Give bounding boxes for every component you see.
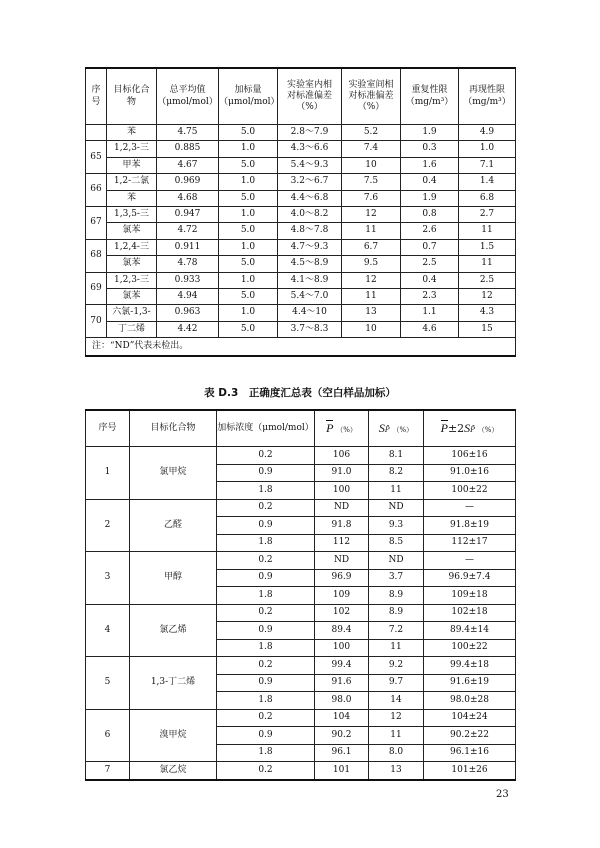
cell-mean: 0.911: [157, 239, 219, 255]
cell-repeatability: 1.6: [401, 157, 459, 173]
cell-compound: 苯: [107, 125, 157, 141]
cell-repeatability: 4.6: [401, 321, 459, 337]
p-unit: （%）: [336, 425, 357, 434]
cell-reproducibility: 7.1: [459, 157, 516, 173]
cell-repeatability: 2.3: [401, 288, 459, 304]
cell-std-dev: 9.3: [369, 517, 424, 535]
cell-mean: 4.94: [157, 288, 219, 304]
cell-compound: 甲醇: [130, 552, 217, 605]
cell-compound: 丁二烯: [107, 321, 157, 337]
cell-spike: 1.0: [219, 239, 278, 255]
cell-concentration: 0.9: [217, 622, 315, 640]
cell-reproducibility: 1.5: [459, 239, 516, 255]
cell-concentration: 0.9: [217, 674, 315, 692]
s-symbol: S: [378, 420, 385, 435]
cell-mean: 4.78: [157, 256, 219, 272]
cell-rsd-within: 5.4～9.3: [278, 157, 342, 173]
cell-compound: 1,2-二氯: [107, 174, 157, 190]
table-row: [86, 604, 516, 622]
cell-range: 101±26: [424, 762, 516, 780]
cell-compound: 1,3,5-三: [107, 206, 157, 222]
cell-concentration: 1.8: [217, 639, 315, 657]
cell-reproducibility: 11: [459, 223, 516, 239]
cell-reproducibility: 2.5: [459, 272, 516, 288]
cell-spike: 1.0: [219, 206, 278, 222]
cell-concentration: 1.8: [217, 744, 315, 762]
cell-compound: 1,2,3-三: [107, 272, 157, 288]
cell-mean-recovery: 100: [315, 639, 369, 657]
cell-std-dev: ND: [369, 499, 424, 517]
cell-rsd-within: 4.0～8.2: [278, 206, 342, 222]
cell-range: 98.0±28: [424, 692, 516, 710]
cell-rsd-within: 2.8～7.9: [278, 125, 342, 141]
header-mean: 总平均值 （μmol/mol）: [157, 68, 219, 125]
cell-rsd-within: 4.5～8.9: [278, 256, 342, 272]
table-row: [86, 447, 516, 465]
cell-spike: 5.0: [219, 288, 278, 304]
cell-seq: 1: [86, 447, 130, 500]
cell-rsd-between: 11: [342, 288, 401, 304]
cell-concentration: 1.8: [217, 587, 315, 605]
cell-seq: 67: [86, 206, 107, 239]
table-row: [86, 174, 516, 190]
header2-std-dev: [369, 410, 424, 447]
cell-reproducibility: 15: [459, 321, 516, 337]
cell-std-dev: 8.9: [369, 604, 424, 622]
cell-std-dev: 12: [369, 709, 424, 727]
header-seq: 序 号: [86, 68, 107, 125]
cell-reproducibility: 4.9: [459, 125, 516, 141]
cell-concentration: 0.2: [217, 762, 315, 780]
cell-mean-recovery: 96.9: [315, 569, 369, 587]
header-spike: 加标量 （μmol/mol）: [219, 68, 278, 125]
table-row: [86, 657, 516, 675]
cell-compound: 溴甲烷: [130, 709, 217, 762]
table-row: [86, 190, 516, 206]
cell-repeatability: 0.7: [401, 239, 459, 255]
cell-seq: 6: [86, 709, 130, 762]
cell-std-dev: 13: [369, 762, 424, 780]
cell-mean: 4.72: [157, 223, 219, 239]
cell-mean-recovery: 96.1: [315, 744, 369, 762]
header-reproducibility: 再现性限 （mg/m³）: [459, 68, 516, 125]
cell-spike: 5.0: [219, 223, 278, 239]
table-row: [86, 305, 516, 321]
precision-table: [85, 67, 516, 357]
table-row: [86, 499, 516, 517]
cell-rsd-within: 4.1～8.9: [278, 272, 342, 288]
cell-seq: 5: [86, 657, 130, 710]
cell-mean-recovery: 101: [315, 762, 369, 780]
cell-range: 109±18: [424, 587, 516, 605]
cell-concentration: 0.2: [217, 499, 315, 517]
header2-seq: 序号: [86, 410, 130, 447]
cell-rsd-between: 12: [342, 206, 401, 222]
table1-note-row: [86, 338, 516, 357]
cell-mean-recovery: 91.8: [315, 517, 369, 535]
table1-header-row: [86, 68, 516, 125]
cell-rsd-within: 4.3～6.6: [278, 141, 342, 157]
cell-concentration: 0.2: [217, 447, 315, 465]
cell-reproducibility: 1.0: [459, 141, 516, 157]
table-row: [86, 709, 516, 727]
header-rsd-between: 实验室间相 对标准偏差 （%）: [342, 68, 401, 125]
cell-repeatability: 0.8: [401, 206, 459, 222]
cell-rsd-within: 4.4～10: [278, 305, 342, 321]
table2-header-row: [86, 410, 516, 447]
table-row: [86, 762, 516, 780]
cell-mean: 0.969: [157, 174, 219, 190]
cell-mean-recovery: 102: [315, 604, 369, 622]
cell-std-dev: 11: [369, 482, 424, 500]
cell-mean: 4.75: [157, 125, 219, 141]
range-p-symbol: P: [440, 420, 448, 435]
cell-rsd-within: 4.8～7.8: [278, 223, 342, 239]
cell-compound: 乙醛: [130, 499, 217, 552]
cell-seq: 4: [86, 604, 130, 657]
cell-spike: 5.0: [219, 321, 278, 337]
cell-repeatability: 2.5: [401, 256, 459, 272]
cell-seq: [86, 125, 107, 141]
cell-range: 100±22: [424, 482, 516, 500]
cell-repeatability: 0.4: [401, 272, 459, 288]
cell-mean-recovery: 91.6: [315, 674, 369, 692]
cell-std-dev: 8.5: [369, 534, 424, 552]
cell-mean: 0.933: [157, 272, 219, 288]
cell-rsd-within: 4.4～6.8: [278, 190, 342, 206]
page-number: 23: [496, 789, 509, 800]
cell-reproducibility: 6.8: [459, 190, 516, 206]
cell-spike: 5.0: [219, 157, 278, 173]
cell-spike: 1.0: [219, 141, 278, 157]
cell-mean-recovery: ND: [315, 499, 369, 517]
header-repeatability: 重复性限 （mg/m³）: [401, 68, 459, 125]
cell-std-dev: ND: [369, 552, 424, 570]
cell-concentration: 0.9: [217, 464, 315, 482]
cell-compound: 氯苯: [107, 223, 157, 239]
cell-repeatability: 1.1: [401, 305, 459, 321]
cell-std-dev: 11: [369, 727, 424, 745]
cell-reproducibility: 12: [459, 288, 516, 304]
cell-mean-recovery: 99.4: [315, 657, 369, 675]
cell-mean-recovery: 106: [315, 447, 369, 465]
cell-range: 89.4±14: [424, 622, 516, 640]
cell-spike: 5.0: [219, 256, 278, 272]
cell-range: 96.9±7.4: [424, 569, 516, 587]
cell-repeatability: 1.9: [401, 125, 459, 141]
cell-std-dev: 3.7: [369, 569, 424, 587]
cell-range: 90.2±22: [424, 727, 516, 745]
cell-mean: 0.963: [157, 305, 219, 321]
table-row: [86, 125, 516, 141]
cell-seq: 70: [86, 305, 107, 338]
cell-seq: 65: [86, 141, 107, 174]
cell-concentration: 1.8: [217, 534, 315, 552]
cell-rsd-between: 5.2: [342, 125, 401, 141]
cell-concentration: 0.2: [217, 709, 315, 727]
cell-rsd-between: 6.7: [342, 239, 401, 255]
cell-reproducibility: 11: [459, 256, 516, 272]
cell-spike: 1.0: [219, 305, 278, 321]
table-row: [86, 272, 516, 288]
cell-mean: 4.42: [157, 321, 219, 337]
cell-seq: 68: [86, 239, 107, 272]
cell-range: 99.4±18: [424, 657, 516, 675]
p-bar-symbol: P: [326, 420, 334, 435]
cell-mean: 0.947: [157, 206, 219, 222]
cell-mean-recovery: 90.2: [315, 727, 369, 745]
cell-range: 91.6±19: [424, 674, 516, 692]
header-compound: 目标化合 物: [107, 68, 157, 125]
table-row: [86, 157, 516, 173]
cell-range: 100±22: [424, 639, 516, 657]
table-row: [86, 552, 516, 570]
cell-mean: 4.67: [157, 157, 219, 173]
cell-repeatability: 0.3: [401, 141, 459, 157]
cell-concentration: 1.8: [217, 692, 315, 710]
header2-range: [424, 410, 516, 447]
cell-std-dev: 9.2: [369, 657, 424, 675]
cell-concentration: 0.2: [217, 604, 315, 622]
cell-concentration: 0.9: [217, 569, 315, 587]
cell-mean-recovery: 112: [315, 534, 369, 552]
header2-compound: 目标化合物: [130, 410, 217, 447]
range-s-symbol: S: [464, 420, 471, 435]
table-row: [86, 288, 516, 304]
table-row: [86, 141, 516, 157]
cell-rsd-between: 13: [342, 305, 401, 321]
cell-seq: 66: [86, 174, 107, 207]
cell-reproducibility: 1.4: [459, 174, 516, 190]
cell-seq: 3: [86, 552, 130, 605]
cell-rsd-between: 7.4: [342, 141, 401, 157]
cell-rsd-between: 11: [342, 223, 401, 239]
cell-reproducibility: 4.3: [459, 305, 516, 321]
table-row: [86, 239, 516, 255]
cell-std-dev: 9.7: [369, 674, 424, 692]
cell-concentration: 0.2: [217, 657, 315, 675]
table-row: [86, 206, 516, 222]
range-unit: （%）: [477, 425, 499, 434]
s-subscript: P̄: [384, 425, 390, 434]
cell-range: 91.0±16: [424, 464, 516, 482]
cell-mean-recovery: 89.4: [315, 622, 369, 640]
table-row: [86, 321, 516, 337]
cell-concentration: 0.9: [217, 517, 315, 535]
cell-concentration: 0.9: [217, 727, 315, 745]
cell-rsd-between: 7.5: [342, 174, 401, 190]
cell-repeatability: 0.4: [401, 174, 459, 190]
cell-concentration: 1.8: [217, 482, 315, 500]
cell-std-dev: 8.2: [369, 464, 424, 482]
cell-compound: 1,2,4-三: [107, 239, 157, 255]
accuracy-table: [85, 409, 516, 781]
cell-seq: 7: [86, 762, 130, 780]
header2-mean-recovery: [315, 410, 369, 447]
cell-range: 102±18: [424, 604, 516, 622]
cell-std-dev: 11: [369, 639, 424, 657]
cell-compound: 苯: [107, 190, 157, 206]
cell-rsd-within: 3.2～6.7: [278, 174, 342, 190]
cell-spike: 1.0: [219, 174, 278, 190]
cell-rsd-between: 10: [342, 321, 401, 337]
cell-spike: 5.0: [219, 190, 278, 206]
cell-concentration: 0.2: [217, 552, 315, 570]
cell-spike: 1.0: [219, 272, 278, 288]
cell-compound: 甲苯: [107, 157, 157, 173]
cell-rsd-between: 9.5: [342, 256, 401, 272]
table1-note: 注：“ND”代表未检出。: [86, 338, 516, 357]
cell-repeatability: 2.6: [401, 223, 459, 239]
table-row: [86, 223, 516, 239]
cell-rsd-within: 4.7～9.3: [278, 239, 342, 255]
cell-compound: 六氯-1,3-: [107, 305, 157, 321]
cell-range: —: [424, 499, 516, 517]
cell-range: —: [424, 552, 516, 570]
cell-compound: 氯乙烷: [130, 762, 217, 780]
cell-repeatability: 1.9: [401, 190, 459, 206]
table2-caption: 表 D.3 正确度汇总表（空白样品加标）: [204, 387, 396, 399]
cell-compound: 氯苯: [107, 256, 157, 272]
cell-compound: 氯苯: [107, 288, 157, 304]
cell-std-dev: 14: [369, 692, 424, 710]
cell-seq: 69: [86, 272, 107, 305]
cell-range: 112±17: [424, 534, 516, 552]
cell-range: 106±16: [424, 447, 516, 465]
cell-mean-recovery: 98.0: [315, 692, 369, 710]
s-unit: （%）: [392, 425, 414, 434]
cell-std-dev: 8.1: [369, 447, 424, 465]
cell-rsd-between: 7.6: [342, 190, 401, 206]
cell-rsd-within: 3.7～8.3: [278, 321, 342, 337]
cell-std-dev: 8.0: [369, 744, 424, 762]
cell-std-dev: 8.9: [369, 587, 424, 605]
cell-reproducibility: 2.7: [459, 206, 516, 222]
header2-concentration: 加标浓度（μmol/mol）: [217, 410, 315, 447]
table-row: [86, 256, 516, 272]
range-s-subscript: P̄: [470, 425, 475, 434]
cell-rsd-between: 10: [342, 157, 401, 173]
cell-mean-recovery: 100: [315, 482, 369, 500]
cell-mean: 4.68: [157, 190, 219, 206]
range-pm: ±2: [447, 421, 465, 435]
cell-seq: 2: [86, 499, 130, 552]
cell-mean-recovery: 91.0: [315, 464, 369, 482]
cell-range: 96.1±16: [424, 744, 516, 762]
cell-std-dev: 7.2: [369, 622, 424, 640]
cell-mean: 0.885: [157, 141, 219, 157]
cell-compound: 氯甲烷: [130, 447, 217, 500]
header-rsd-within: 实验室内相 对标准偏差 （%）: [278, 68, 342, 125]
cell-spike: 5.0: [219, 125, 278, 141]
cell-range: 91.8±19: [424, 517, 516, 535]
cell-mean-recovery: 109: [315, 587, 369, 605]
cell-compound: 1,2,3-三: [107, 141, 157, 157]
cell-rsd-within: 5.4～7.0: [278, 288, 342, 304]
cell-rsd-between: 12: [342, 272, 401, 288]
cell-range: 104±24: [424, 709, 516, 727]
cell-compound: 氯乙烯: [130, 604, 217, 657]
cell-compound: 1,3-丁二烯: [130, 657, 217, 710]
cell-mean-recovery: 104: [315, 709, 369, 727]
cell-mean-recovery: ND: [315, 552, 369, 570]
